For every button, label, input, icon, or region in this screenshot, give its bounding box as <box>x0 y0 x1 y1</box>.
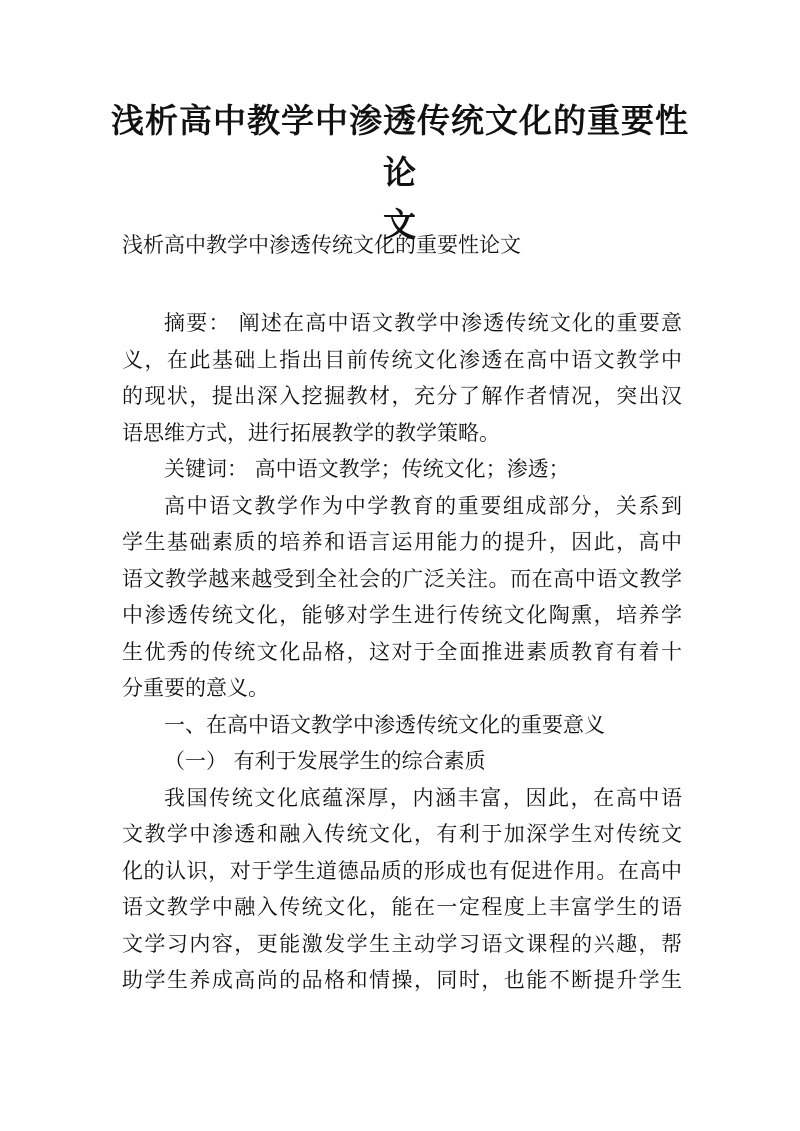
intro-line: 分重要的意义。 <box>122 676 269 700</box>
intro-line: 生优秀的传统文化品格，这对于全面推进素质教育有着十 <box>122 639 682 664</box>
abstract-paragraph <box>122 305 682 451</box>
section1-line: 语文教学中融入传统文化，能在一定程度上丰富学生的语 <box>122 895 682 919</box>
abstract-line: 语思维方式，进行拓展教学的教学策略。 <box>122 420 500 445</box>
title-line-1: 浅析高中教学中渗透传统文化的重要性论 <box>111 101 689 192</box>
intro-line: 学生基础素质的培养和语言运用能力的提升，因此，高中 <box>122 530 682 554</box>
document-title <box>110 95 690 251</box>
section1-line: 文学习内容，更能激发学生主动学习语文课程的兴趣，帮 <box>122 931 682 956</box>
section1-line: 文教学中渗透和融入传统文化，有利于加深学生对传统文 <box>122 822 682 846</box>
intro-line: 中渗透传统文化，能够对学生进行传统文化陶熏，培养学 <box>122 603 682 627</box>
keywords-line: 关键词： 高中语文教学；传统文化；渗透； <box>164 457 570 481</box>
abstract-line: 义，在此基础上指出目前传统文化渗透在高中语文教学中 <box>122 347 682 372</box>
document-subtitle: 浅析高中教学中渗透传统文化的重要性论文 <box>122 233 521 257</box>
section1-line: 化的认识，对于学生道德品质的形成也有促进作用。在高中 <box>122 858 682 883</box>
intro-line: 语文教学越来越受到全社会的广泛关注。而在高中语文教学 <box>122 566 682 591</box>
section-heading: 一、在高中语文教学中渗透传统文化的重要意义 <box>164 712 605 737</box>
abstract-line: 的现状，提出深入挖掘教材，充分了解作者情况，突出汉 <box>122 384 682 408</box>
document-body <box>122 305 682 999</box>
section1-paragraph <box>122 780 682 999</box>
title-line-2: 文 <box>383 205 417 244</box>
subsection-heading: （一） 有利于发展学生的综合素质 <box>164 749 486 773</box>
intro-paragraph <box>122 488 682 707</box>
section1-line: 助学生养成高尚的品格和情操，同时，也能不断提升学生 <box>122 968 682 992</box>
section1-line: 我国传统文化底蕴深厚，内涵丰富，因此，在高中语 <box>164 785 682 810</box>
abstract-line: 摘要： 阐述在高中语文教学中渗透传统文化的重要意 <box>164 311 682 335</box>
intro-line: 高中语文教学作为中学教育的重要组成部分，关系到 <box>164 493 682 518</box>
